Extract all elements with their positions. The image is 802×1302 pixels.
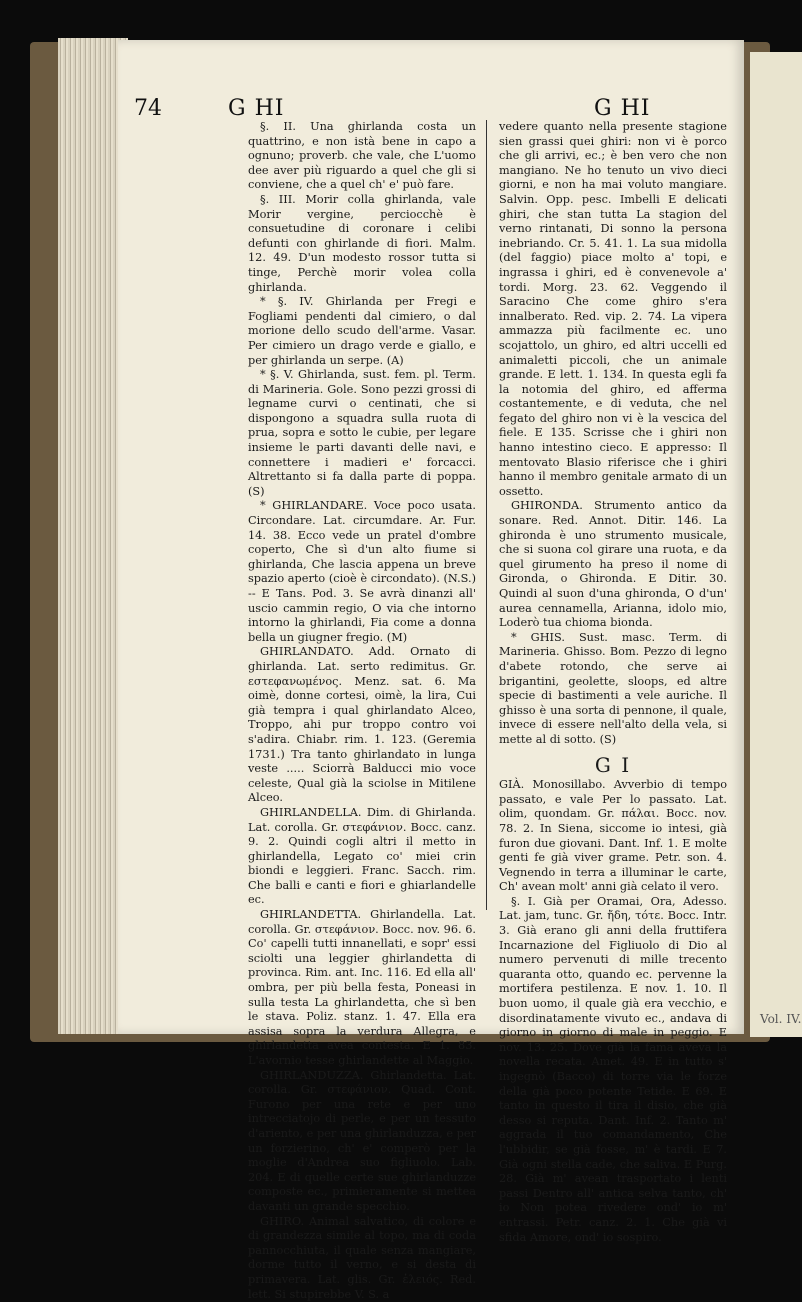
entry-paragraph: GHIRLANDATO. Add. Ornato di ghirlanda. Lat. serto redimitus. Gr. εστεφανωμένος. Menz. sat. 6. Ma oimè, donne cortesi, oimè, la lira, Cui già tempra i qual ghirlandato Alceo, Troppo, ahi pur troppo contro voi s'adira. Chiabr. rim. 1. 123. (Geremia 1731.) Tra tanto ghirlandato in lunga veste ..... Sciorrà Balducci mio voce celeste, Qual già la sciolse in Mitilene Alceo. <box>248 645 476 805</box>
entry-paragraph: * §. IV. Ghirlanda per Fregi e Fogliami pendenti dal cimiero, o dal morione dello scudo dell'arme. Vasar. Per cimiero un drago verde e giallo, e per ghirlanda un serpe. (A) <box>248 295 476 367</box>
next-page-edge <box>750 52 802 1037</box>
section-heading: G I <box>594 752 632 777</box>
running-head-left: G HI <box>228 96 285 121</box>
left-column <box>248 120 476 1302</box>
entry-paragraph: GHIRLANDUZZA. Ghirlandetta. Lat. corolla. Gr. στεφάνιον. Quad. Cont. Furono per una rete e per uno intrecciatojo di perle, e per un tessuto d'ariento, e per una ghirlanduzza, e per un forzierino, ch' e' comperò per la moglie d'Andrea suo figliuolo. Lab. 204. E di quelle certe sue ghirlanduzze composte ec., primieramente si mettea davanti un grande specchio. <box>248 1068 476 1213</box>
entry-paragraph: * GHIS. Sust. masc. Term. di Marineria. Ghisso. Bom. Pezzo di legno d'abete rotondo, che serve ai brigantini, geolette, sloops, ed altre specie di bastimenti a vele auriche. Il ghisso è una sorta di pennone, il quale, invece di essere nell'alto della vela, si mette al di sotto. (S) <box>499 630 727 746</box>
entry-paragraph: GHIRLANDELLA. Dim. di Ghirlanda. Lat. corolla. Gr. στεφάνιον. Bocc. canz. 9. 2. Quindi cogli altri il metto in ghirlandella, Legato co' miei crin biondi e leggieri. Franc. Sacch. rim. Che balli e canti e fiori e ghiarlandelle ec. <box>248 805 476 907</box>
volume-mark: Vol. IV. <box>760 1012 802 1026</box>
entry-paragraph: §. II. Una ghirlanda costa un quattrino, e non istà bene in capo a ognuno; proverb. che vale, che L'uomo dee aver più riguardo a quel che gli si conviene, che a quel ch' e' può fare. <box>248 120 476 192</box>
column-divider <box>486 120 487 910</box>
entry-paragraph: §. III. Morir colla ghirlanda, vale Morir vergine, perciocchè è consuetudine di coronare i celibi defunti con ghirlande di fiori. Malm. 12. 49. D'un modesto rossor tutta si tinge, Perchè morir volea colla ghirlanda. <box>248 192 476 294</box>
entry-paragraph: GIÀ. Monosillabo. Avverbio di tempo passato, e vale Per lo passato. Lat. olim, quondam. Gr. πάλαι. Bocc. nov. 78. 2. In Siena, siccome io intesi, già furon due giovani. Dant. Inf. 1. E molte genti fe già viver grame. Petr. son. 4. Vegnendo in terra a illuminar le carte, Ch' avean molt' anni già celato il vero. <box>499 778 727 894</box>
entry-paragraph: GHIRONDA. Strumento antico da sonare. Red. Annot. Ditir. 146. La ghironda è uno strumento musicale, che si suona col girare una ruota, e da quel girumento ha preso il nome di Gironda, o Ghironda. E Ditir. 30. Quindi al suon d'una ghironda, O d'un' aurea cennamella, Arianna, idolo mio, Loderò tua chioma bionda. <box>499 499 727 630</box>
page-number: 74 <box>134 96 162 121</box>
entry-paragraph: GHIRO. Animal salvatico, di colore e di grandezza simile al topo, ma di coda pannocchiuta, il quale senza mangiare, dorme tutto il verno, e si desta di primavera. Lat. glis. Gr. ἐλειός. Red. lett. Si stupirebbe V. S. a <box>248 1214 476 1301</box>
entry-paragraph: * GHIRLANDARE. Voce poco usata. Circondare. Lat. circumdare. Ar. Fur. 14. 38. Ecco vede un pratel d'ombre coperto, Che sì d'un alto fiume si ghirlanda, Che lascia appena un breve spazio aperto (cioè è circondato). (N.S.) -- E Tans. Pod. 3. Se avrà dinanzi all' uscio cammin regio, O via che intorno intorno la ghirlandi, Fia come a donna bella un giugner fregio. (M) <box>248 499 476 644</box>
entry-paragraph: §. I. Già per Oramai, Ora, Adesso. Lat. jam, tunc. Gr. ἤδη, τότε. Bocc. Intr. 3. Già erano gli anni della fruttifera Incarnazione del Figliuolo di Dio al numero pervenuti di mille trecento quaranta otto, quando ec. pervenne la mortifera pestilenza. E nov. 1. 10. Il buon uomo, il quale già era vecchio, e disordinatamente vivuto ec., andava di giorno in giorno di male in peggio. E nov. 13. 25. Dove già la fama aveva la novella recata. Amet. 49. E in tutto s' ingegnò (Bacco) di torre via le forze della già poco potente Tetide. E 69. E tanto in questo il tira il disio, che già desso si reputa. Dant. Inf. 2. Tanto m' aggrada il tuo comandamento, Che l'ubbidir, se già fosse, m' è tardi. E 7. Già ogni stella cade, che saliva. E Purg. 28. Già m' avean trasportato i lenti passi Dentro all' antica selva tanto, ch' io Non potea rivedere ond' io m' entrassi. Petr. canz. 2. 1. Che già vi sfida Amore, ond' io sospiro. <box>499 894 727 1244</box>
right-column <box>499 120 727 1245</box>
entry-paragraph: GHIRLANDETTA. Ghirlandella. Lat. corolla. Gr. στεφάνιον. Bocc. nov. 96. 6. Co' capelli tutti innanellati, e sopr' essi sciolti una leggier ghirlandetta di provinca. Rim. ant. Inc. 116. Ed ella all' ombra, per più bella festa, Poneasi in sulla testa La ghirlandetta, che sì ben le stava. Poliz. stanz. 1. 47. Ella era assisa sopra la verdura Allegra, e ghirlandetta avea contesta. E 1. 83. L'avornio tesse ghirlandette al Maggio. <box>248 908 476 1067</box>
running-head-right: G HI <box>594 96 651 121</box>
entry-paragraph: vedere quanto nella presente stagione sien grassi quei ghiri: non vi è porco che gli arrivi, ec.; è ben vero che non mangiano. Ne ho tenuto un vivo dieci giorni, e non ha mai voluto mangiare. Salvin. Opp. pesc. Imbelli E delicati ghiri, che stan tutta La stagion del verno rintanati, Di sonno la persona inebriando. Cr. 5. 41. 1. La sua midolla (del faggio) piace molto a' topi, e ingrassa i ghiri, ed è convenevole a' tordi. Morg. 23. 62. Veggendo il Saracino Che come ghiro s'era innalberato. Red. vip. 2. 74. La vipera ammazza più facilmente ec. uno scojattolo, un ghiro, ed altri uccelli ed animaletti piccoli, che un animale grande. E lett. 1. 134. In questa egli fa la notomia del ghiro, ed afferma costantemente, e di veduta, che nel fegato del ghiro non vi è la vescica del fiele. E 135. Scrisse che i ghiri non hanno intestino cieco. E appresso: Il mentovato Blasio riferisce che i ghiri hanno il membro genitale armato di un ossetto. <box>499 120 727 498</box>
entry-paragraph: * §. V. Ghirlanda, sust. fem. pl. Term. di Marineria. Gole. Sono pezzi grossi di legname curvi o centinati, che si dispongono a squadra sulla ruota di prua, sopra e sotto le cubie, per legare insieme le parti davanti delle navi, e connettere i madieri e' forcacci. Altrettanto si fa dalla parte di poppa. (S) <box>248 368 476 498</box>
